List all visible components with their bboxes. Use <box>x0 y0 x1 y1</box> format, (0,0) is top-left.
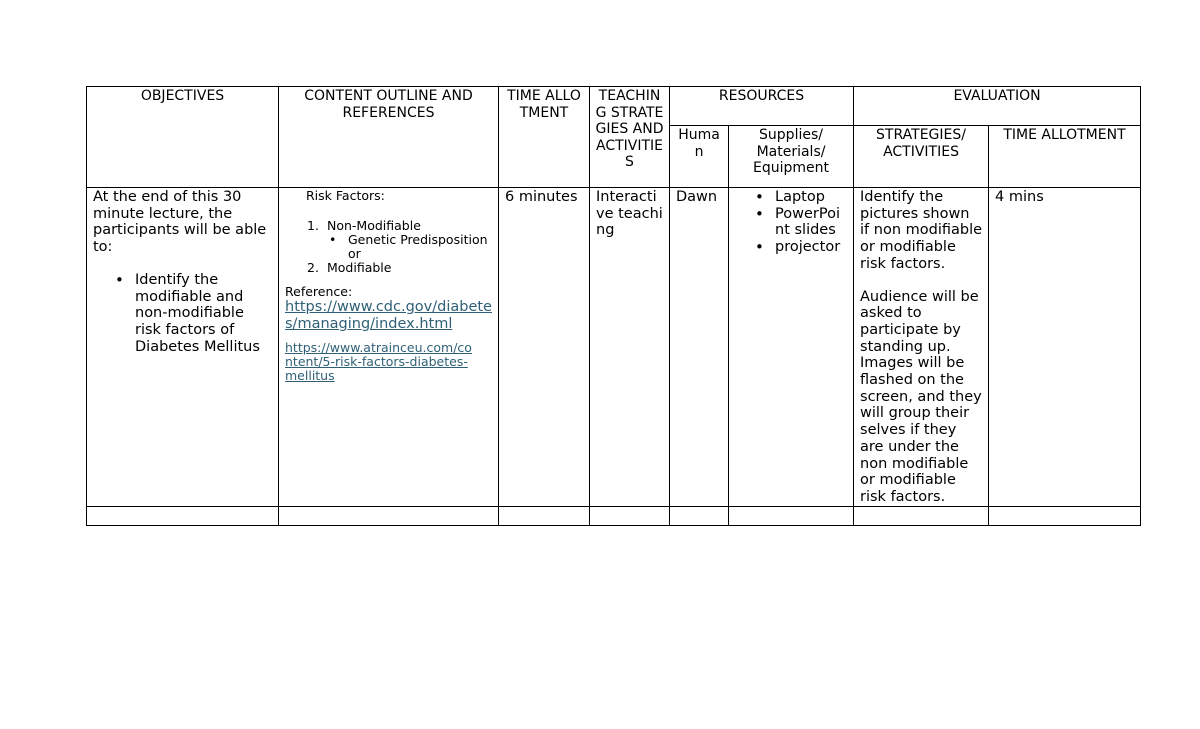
teaching-strategy-cell <box>590 188 670 507</box>
header-objectives: OBJECTIVES <box>140 88 225 104</box>
empty-cell <box>279 506 499 525</box>
evaluation-strategy-1: Identify the pictures shown if non modifiable or modifiable risk factors. <box>860 189 983 272</box>
empty-cell <box>87 506 279 525</box>
human-cell <box>670 188 729 507</box>
header-evaluation-cell <box>854 87 1141 126</box>
content-title: Risk Factors: <box>306 188 385 203</box>
evaluation-time-value: 4 mins <box>995 189 1044 205</box>
teaching-strategy-value: Interactive teaching <box>596 189 663 239</box>
empty-cell <box>854 506 989 525</box>
supplies-cell <box>729 188 854 507</box>
list-item: • Identify the modifiable and non-modifiable risk factors of Diabetes Mellitus <box>113 272 272 356</box>
empty-cell <box>499 506 590 525</box>
header-row-top <box>87 87 1141 126</box>
header-human-cell <box>670 126 729 188</box>
header-resources-cell <box>670 87 854 126</box>
time-value: 6 minutes <box>505 189 578 205</box>
header-eval-strategies: STRATEGIES/ ACTIVITIES <box>876 127 966 160</box>
header-resources: RESOURCES <box>718 88 805 104</box>
header-teaching-strategies: TEACHING STRATEGIES AND ACTIVITIES <box>595 88 664 171</box>
evaluation-strategy-cell <box>854 188 989 507</box>
list-item: • Laptop <box>753 189 847 206</box>
header-time-allotment-cell <box>499 87 590 188</box>
evaluation-time-cell <box>989 188 1141 507</box>
empty-cell <box>670 506 729 525</box>
header-objectives-cell <box>87 87 279 188</box>
empty-cell <box>590 506 670 525</box>
content-sublist <box>327 233 492 261</box>
reference-link-atrainceu[interactable]: https://www.atrainceu.com/content/5-risk-factors-diabetes-mellitus <box>285 340 472 384</box>
list-item <box>307 219 492 261</box>
header-content-outline: CONTENT OUTLINE AND REFERENCES <box>304 88 473 121</box>
objectives-cell <box>87 188 279 507</box>
content-item-label: Non-Modifiable <box>327 218 421 233</box>
supplies-list <box>753 189 847 256</box>
reference-link-cdc[interactable]: https://www.cdc.gov/diabetes/managing/index.html <box>285 299 492 332</box>
lesson-plan-table <box>86 86 1141 526</box>
evaluation-strategy-2: Audience will be asked to participate by standing up. Images will be flashed on the screen, and they will group their selves if they are under the non modifiable or modifiable risk factors. <box>860 288 982 505</box>
reference-label: Reference: <box>285 284 353 299</box>
header-human: Human <box>678 127 720 160</box>
objective-list <box>93 272 272 356</box>
content-item-label: Modifiable <box>327 260 392 275</box>
list-marker: 1. <box>307 218 319 233</box>
list-marker: 2. <box>307 260 319 275</box>
header-eval-time: TIME ALLOTMENT <box>1003 127 1126 143</box>
list-item: • Genetic Predisposition or <box>327 233 492 261</box>
header-supplies-cell <box>729 126 854 188</box>
human-value: Dawn <box>676 189 718 205</box>
header-teaching-strategies-cell <box>590 87 670 188</box>
table-row-empty <box>87 506 1141 525</box>
list-item: • PowerPoint slides <box>753 206 847 239</box>
header-time-allotment: TIME ALLOTMENT <box>507 88 581 121</box>
time-cell <box>499 188 590 507</box>
empty-cell <box>729 506 854 525</box>
list-item <box>307 261 492 275</box>
list-item: • projector <box>753 239 847 256</box>
header-supplies: Supplies/ Materials/ Equipment <box>753 127 829 177</box>
objective-intro: At the end of this 30 minute lecture, the participants will be able to: <box>93 189 267 256</box>
header-evaluation: EVALUATION <box>953 88 1041 104</box>
header-content-outline-cell <box>279 87 499 188</box>
header-eval-time-cell <box>989 126 1141 188</box>
table-row <box>87 188 1141 507</box>
content-outline-cell <box>279 188 499 507</box>
content-list <box>285 219 492 275</box>
header-eval-strategies-cell <box>854 126 989 188</box>
empty-cell <box>989 506 1141 525</box>
